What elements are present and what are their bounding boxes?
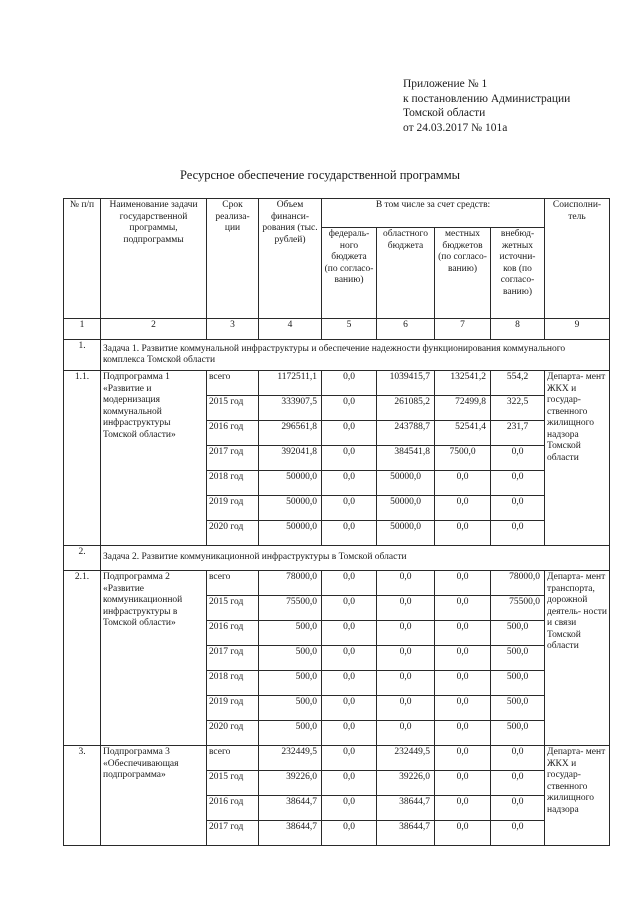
volume-cell: 232449,5 — [259, 746, 322, 771]
header-federal: федераль- ного бюджета (по согласо- ванию) — [322, 228, 377, 319]
regional-cell: 50000,0 — [377, 521, 435, 546]
volume-cell: 500,0 — [259, 646, 322, 671]
extra-cell: 554,2 — [491, 371, 545, 396]
local-cell: 0,0 — [435, 771, 491, 796]
volume-cell: 500,0 — [259, 671, 322, 696]
term-cell: 2018 год — [207, 671, 259, 696]
regional-cell: 261085,2 — [377, 396, 435, 421]
federal-cell: 0,0 — [322, 396, 377, 421]
local-cell: 0,0 — [435, 621, 491, 646]
regional-cell: 384541,8 — [377, 446, 435, 471]
extra-cell: 500,0 — [491, 621, 545, 646]
term-cell: 2017 год — [207, 821, 259, 846]
local-cell: 0,0 — [435, 571, 491, 596]
regional-cell: 0,0 — [377, 596, 435, 621]
local-cell: 0,0 — [435, 696, 491, 721]
column-number-row — [64, 319, 610, 340]
regional-cell: 38644,7 — [377, 821, 435, 846]
resource-table — [63, 198, 610, 846]
term-cell: 2020 год — [207, 721, 259, 746]
federal-cell: 0,0 — [322, 796, 377, 821]
task-number: 1. — [64, 340, 101, 371]
local-cell: 132541,2 — [435, 371, 491, 396]
header-local: местных бюджетов (по согласо- ванию) — [435, 228, 491, 319]
regional-cell: 0,0 — [377, 646, 435, 671]
page-title: Ресурсное обеспечение государственной программы — [179, 168, 461, 182]
extra-cell: 500,0 — [491, 671, 545, 696]
extra-cell: 500,0 — [491, 646, 545, 671]
volume-cell: 50000,0 — [259, 521, 322, 546]
term-cell: всего — [207, 371, 259, 396]
regional-cell: 243788,7 — [377, 421, 435, 446]
term-cell: всего — [207, 571, 259, 596]
task-text: Задача 1. Развитие коммунальной инфраструктуры и обеспечение надежности функционирования коммунального комплекса Томской области — [101, 340, 610, 371]
term-cell: 2016 год — [207, 421, 259, 446]
federal-cell: 0,0 — [322, 746, 377, 771]
col-number: 6 — [377, 319, 435, 340]
federal-cell: 0,0 — [322, 821, 377, 846]
regional-cell: 232449,5 — [377, 746, 435, 771]
subprogram-number: 1.1. — [64, 371, 101, 546]
task-row — [64, 340, 610, 371]
term-cell: 2018 год — [207, 471, 259, 496]
header-partner: Соисполни- тель — [545, 199, 610, 319]
volume-cell: 39226,0 — [259, 771, 322, 796]
extra-cell: 0,0 — [491, 796, 545, 821]
volume-cell: 333907,5 — [259, 396, 322, 421]
term-cell: 2019 год — [207, 496, 259, 521]
local-cell: 0,0 — [435, 646, 491, 671]
term-cell: 2016 год — [207, 796, 259, 821]
volume-cell: 38644,7 — [259, 796, 322, 821]
table-row — [64, 371, 610, 396]
extra-cell: 78000,0 — [491, 571, 545, 596]
header-num: № п/п — [64, 199, 101, 319]
partner-cell: Департа- мент транспорта, дорожной деятель- ности и связи Томской области — [545, 571, 610, 746]
regional-cell: 0,0 — [377, 696, 435, 721]
extra-cell: 322,5 — [491, 396, 545, 421]
task-text: Задача 2. Развитие коммуникационной инфраструктуры в Томской области — [101, 546, 610, 571]
federal-cell: 0,0 — [322, 446, 377, 471]
federal-cell: 0,0 — [322, 721, 377, 746]
regional-cell: 39226,0 — [377, 771, 435, 796]
volume-cell: 392041,8 — [259, 446, 322, 471]
extra-cell: 0,0 — [491, 471, 545, 496]
term-cell: всего — [207, 746, 259, 771]
extra-cell: 0,0 — [491, 746, 545, 771]
federal-cell: 0,0 — [322, 496, 377, 521]
subprogram-number: 2.1. — [64, 571, 101, 746]
term-cell: 2020 год — [207, 521, 259, 546]
annex-line: Приложение № 1 — [403, 78, 488, 90]
extra-cell: 231,7 — [491, 421, 545, 446]
volume-cell: 75500,0 — [259, 596, 322, 621]
annex-line: Томской области — [403, 107, 486, 119]
volume-cell: 38644,7 — [259, 821, 322, 846]
col-number: 5 — [322, 319, 377, 340]
local-cell: 0,0 — [435, 821, 491, 846]
local-cell: 0,0 — [435, 671, 491, 696]
federal-cell: 0,0 — [322, 421, 377, 446]
federal-cell: 0,0 — [322, 596, 377, 621]
header-name: Наименование задачи государственной программы, подпрограммы — [101, 199, 207, 319]
header-volume: Объем финанси- рования (тыс. рублей) — [259, 199, 322, 319]
regional-cell: 38644,7 — [377, 796, 435, 821]
volume-cell: 1172511,1 — [259, 371, 322, 396]
volume-cell: 500,0 — [259, 721, 322, 746]
extra-cell: 0,0 — [491, 446, 545, 471]
regional-cell: 0,0 — [377, 571, 435, 596]
annex-line: от 24.03.2017 № 101а — [403, 121, 508, 134]
federal-cell: 0,0 — [322, 671, 377, 696]
col-number: 8 — [491, 319, 545, 340]
regional-cell: 1039415,7 — [377, 371, 435, 396]
federal-cell: 0,0 — [322, 371, 377, 396]
task-number: 2. — [64, 546, 101, 571]
header-extra: внебюд- жетных источни- ков (по согласо- ванию) — [491, 228, 545, 319]
regional-cell: 0,0 — [377, 621, 435, 646]
regional-cell: 0,0 — [377, 721, 435, 746]
subprogram-name: Подпрограмма 1 «Развитие и модернизация коммунальной инфраструктуры Томской области» — [101, 371, 207, 546]
volume-cell: 500,0 — [259, 696, 322, 721]
header-term: Срок реализа- ции — [207, 199, 259, 319]
local-cell: 7500,0 — [435, 446, 491, 471]
local-cell: 52541,4 — [435, 421, 491, 446]
table-row — [64, 746, 610, 771]
local-cell: 72499,8 — [435, 396, 491, 421]
federal-cell: 0,0 — [322, 521, 377, 546]
header-including: В том числе за счет средств: — [322, 199, 545, 228]
federal-cell: 0,0 — [322, 646, 377, 671]
col-number: 7 — [435, 319, 491, 340]
extra-cell: 500,0 — [491, 721, 545, 746]
term-cell: 2019 год — [207, 696, 259, 721]
extra-cell: 0,0 — [491, 771, 545, 796]
partner-cell: Департа- мент ЖКХ и государ- ственного жилищного надзора — [545, 746, 610, 846]
volume-cell: 50000,0 — [259, 471, 322, 496]
federal-cell: 0,0 — [322, 696, 377, 721]
partner-cell: Департа- мент ЖКХ и государ- ственного жилищного надзора Томской области — [545, 371, 610, 546]
volume-cell: 500,0 — [259, 621, 322, 646]
volume-cell: 296561,8 — [259, 421, 322, 446]
col-number: 2 — [101, 319, 207, 340]
col-number: 9 — [545, 319, 610, 340]
volume-cell: 78000,0 — [259, 571, 322, 596]
term-cell: 2015 год — [207, 771, 259, 796]
subprogram-number: 3. — [64, 746, 101, 846]
local-cell: 0,0 — [435, 721, 491, 746]
volume-cell: 50000,0 — [259, 496, 322, 521]
federal-cell: 0,0 — [322, 471, 377, 496]
term-cell: 2015 год — [207, 396, 259, 421]
term-cell: 2016 год — [207, 621, 259, 646]
col-number: 1 — [64, 319, 101, 340]
header-regional: областного бюджета — [377, 228, 435, 319]
subprogram-name: Подпрограмма 3 «Обеспечивающая подпрограмма» — [101, 746, 207, 846]
local-cell: 0,0 — [435, 521, 491, 546]
extra-cell: 500,0 — [491, 696, 545, 721]
regional-cell: 50000,0 — [377, 496, 435, 521]
extra-cell: 75500,0 — [491, 596, 545, 621]
term-cell: 2017 год — [207, 446, 259, 471]
table-row — [64, 571, 610, 596]
federal-cell: 0,0 — [322, 571, 377, 596]
term-cell: 2015 год — [207, 596, 259, 621]
federal-cell: 0,0 — [322, 771, 377, 796]
annex-line: к постановлению Администрации — [403, 92, 571, 105]
local-cell: 0,0 — [435, 496, 491, 521]
extra-cell: 0,0 — [491, 496, 545, 521]
local-cell: 0,0 — [435, 746, 491, 771]
regional-cell: 0,0 — [377, 671, 435, 696]
local-cell: 0,0 — [435, 596, 491, 621]
annex-header — [403, 77, 570, 135]
task-row — [64, 546, 610, 571]
col-number: 4 — [259, 319, 322, 340]
local-cell: 0,0 — [435, 796, 491, 821]
extra-cell: 0,0 — [491, 521, 545, 546]
col-number: 3 — [207, 319, 259, 340]
regional-cell: 50000,0 — [377, 471, 435, 496]
subprogram-name: Подпрограмма 2 «Развитие коммуникационной инфраструктуры в Томской области» — [101, 571, 207, 746]
term-cell: 2017 год — [207, 646, 259, 671]
federal-cell: 0,0 — [322, 621, 377, 646]
local-cell: 0,0 — [435, 471, 491, 496]
extra-cell: 0,0 — [491, 821, 545, 846]
